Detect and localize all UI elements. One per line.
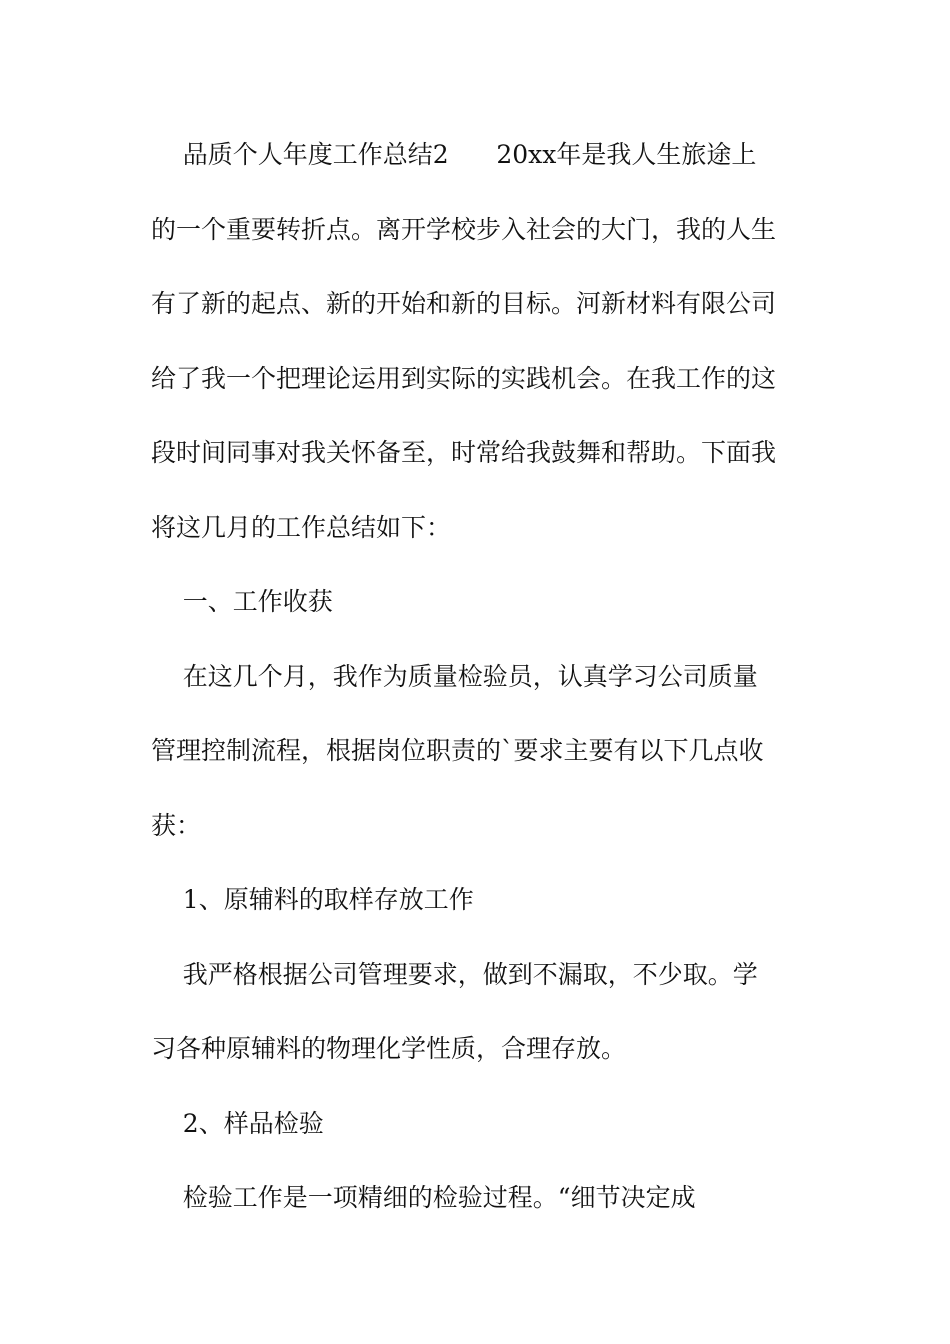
text-line: 习各种原辅料的物理化学性质，合理存放。 — [151, 1034, 627, 1063]
text-line: 管理控制流程，根据岗位职责的`要求主要有以下几点收 — [151, 736, 764, 765]
text-line: 品质个人年度工作总结2 20xx年是我人生旅途上 — [151, 140, 757, 169]
text-line: 段时间同事对我关怀备至，时常给我鼓舞和帮助。下面我 — [151, 438, 777, 467]
text-line: 检验工作是一项精细的检验过程。“细节决定成 — [151, 1183, 696, 1212]
subsection-heading: 2、样品检验 — [151, 1108, 324, 1138]
text-line: 将这几月的工作总结如下： — [151, 512, 452, 542]
text-line: 的一个重要转折点。离开学校步入社会的大门，我的人生 — [151, 214, 777, 244]
subsection-heading: 1、原辅料的取样存放工作 — [151, 885, 474, 914]
document-body — [151, 118, 791, 1236]
text-line: 给了我一个把理论运用到实际的实践机会。在我工作的这 — [151, 363, 777, 393]
text-line: 获： — [151, 810, 202, 840]
text-line: 有了新的起点、新的开始和新的目标。河新材料有限公司 — [151, 289, 777, 318]
text-line: 我严格根据公司管理要求，做到不漏取，不少取。学 — [151, 959, 758, 989]
text-line: 在这几个月，我作为质量检验员，认真学习公司质量 — [151, 661, 758, 691]
section-heading: 一、工作收获 — [151, 587, 333, 616]
